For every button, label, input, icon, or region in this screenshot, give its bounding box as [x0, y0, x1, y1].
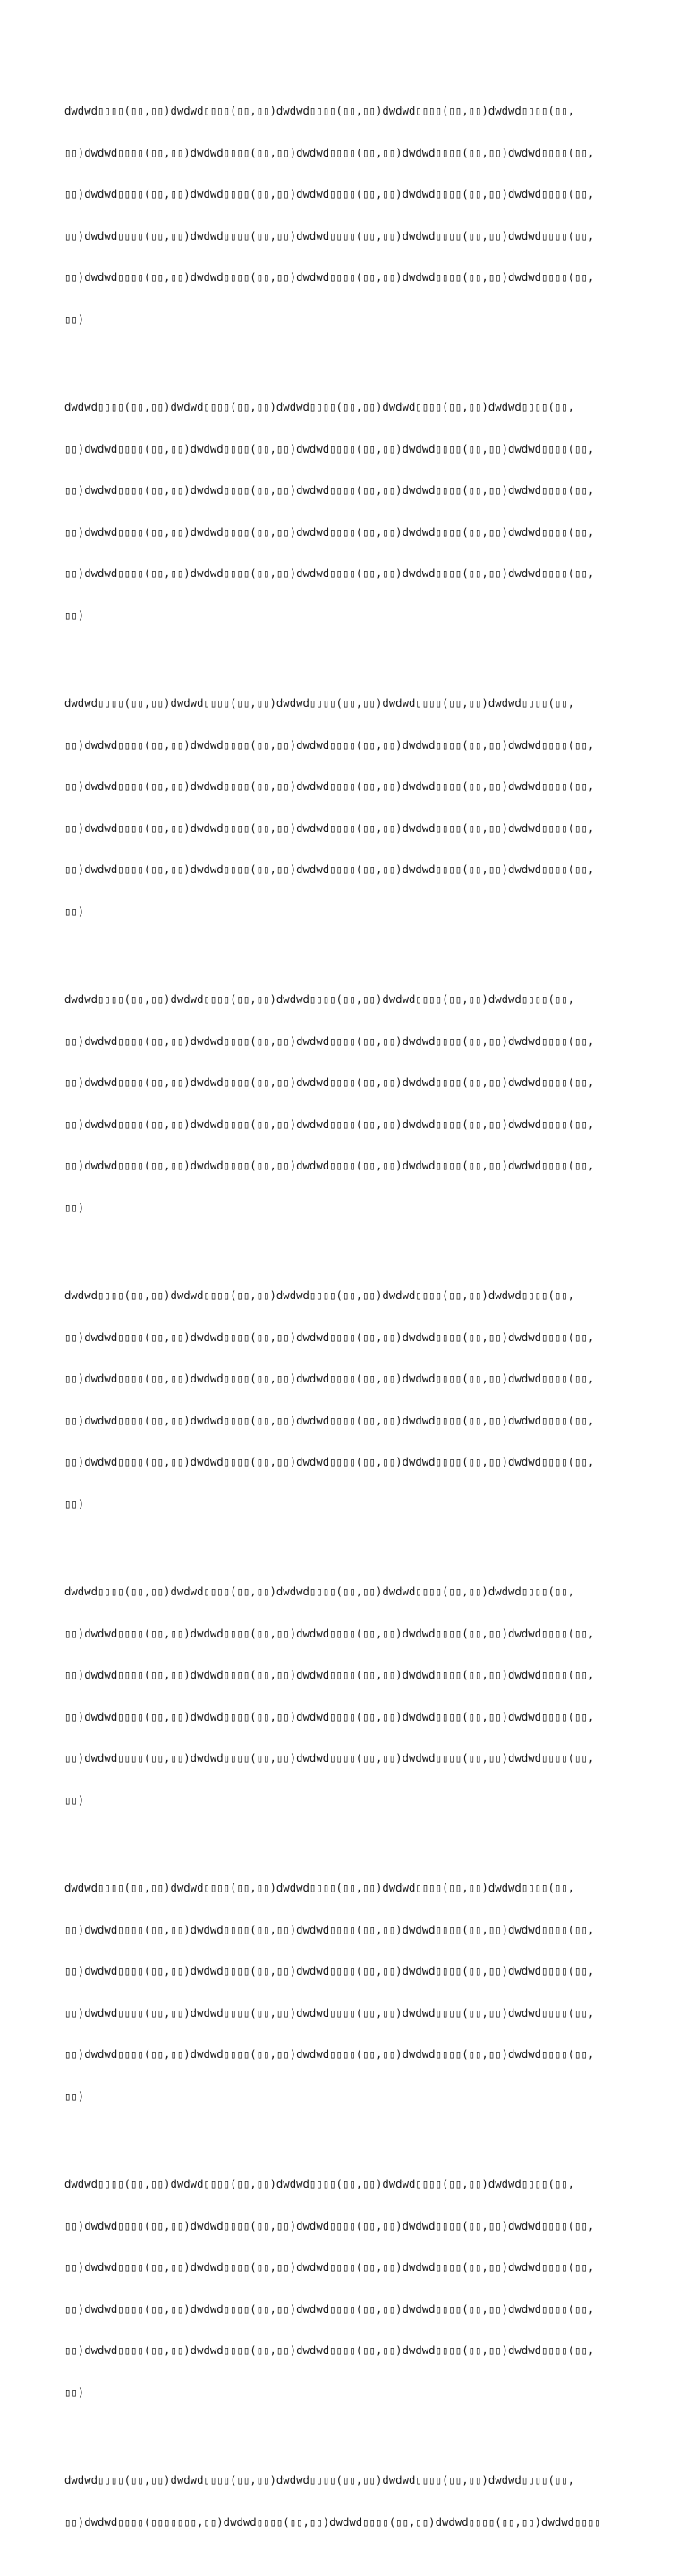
text-line: dwdwd▯▯▯▯(▯▯,▯▯)dwdwd▯▯▯▯(▯▯,▯▯)dwdwd▯▯▯▯(▯▯,▯▯)dwdwd▯▯▯▯(▯▯,▯▯)dwdwd▯▯▯▯(▯▯,: [64, 2178, 575, 2190]
text-line: dwdwd▯▯▯▯(▯▯,▯▯)dwdwd▯▯▯▯(▯▯,▯▯)dwdwd▯▯▯▯(▯▯,▯▯)dwdwd▯▯▯▯(▯▯,▯▯)dwdwd▯▯▯▯(▯▯,: [64, 105, 575, 117]
text-line: ▯▯)dwdwd▯▯▯▯(▯▯,▯▯)dwdwd▯▯▯▯(▯▯,▯▯)dwdwd▯▯▯▯(▯▯,▯▯)dwdwd▯▯▯▯(▯▯,▯▯)dwdwd▯▯▯▯(▯▯,: [64, 1118, 595, 1131]
text-line: ▯▯)dwdwd▯▯▯▯(▯▯,▯▯)dwdwd▯▯▯▯(▯▯,▯▯)dwdwd▯▯▯▯(▯▯,▯▯)dwdwd▯▯▯▯(▯▯,▯▯)dwdwd▯▯▯▯(▯▯,: [64, 1373, 595, 1385]
text-line: ▯▯)dwdwd▯▯▯▯(▯▯,▯▯)dwdwd▯▯▯▯(▯▯,▯▯)dwdwd▯▯▯▯(▯▯,▯▯)dwdwd▯▯▯▯(▯▯,▯▯)dwdwd▯▯▯▯(▯▯,: [64, 738, 595, 752]
paragraph-7: [64, 1854, 628, 2131]
text-line: ▯▯)dwdwd▯▯▯▯(▯▯,▯▯)dwdwd▯▯▯▯(▯▯,▯▯)dwdwd▯▯▯▯(▯▯,▯▯)dwdwd▯▯▯▯(▯▯,▯▯)dwdwd▯▯▯▯(▯▯,: [64, 567, 595, 580]
text-line: ▯▯)dwdwd▯▯▯▯(▯▯,▯▯)dwdwd▯▯▯▯(▯▯,▯▯)dwdwd▯▯▯▯(▯▯,▯▯)dwdwd▯▯▯▯(▯▯,▯▯)dwdwd▯▯▯▯(▯▯,: [64, 2344, 595, 2357]
text-line: ▯▯)dwdwd▯▯▯▯(▯▯,▯▯)dwdwd▯▯▯▯(▯▯,▯▯)dwdwd▯▯▯▯(▯▯,▯▯)dwdwd▯▯▯▯(▯▯,▯▯)dwdwd▯▯▯▯(▯▯,: [64, 525, 595, 539]
text-line: ▯▯): [64, 1201, 85, 1214]
text-line: ▯▯): [64, 1793, 85, 1807]
text-line: dwdwd▯▯▯▯(▯▯,▯▯)dwdwd▯▯▯▯(▯▯,▯▯)dwdwd▯▯▯▯(▯▯,▯▯)dwdwd▯▯▯▯(▯▯,▯▯)dwdwd▯▯▯▯(▯▯,: [64, 1882, 575, 1894]
text-line: ▯▯)dwdwd▯▯▯▯(▯▯,▯▯)dwdwd▯▯▯▯(▯▯,▯▯)dwdwd▯▯▯▯(▯▯,▯▯)dwdwd▯▯▯▯(▯▯,▯▯)dwdwd▯▯▯▯(▯▯,: [64, 2006, 595, 2019]
text-line: ▯▯)dwdwd▯▯▯▯(▯▯,▯▯)dwdwd▯▯▯▯(▯▯,▯▯)dwdwd▯▯▯▯(▯▯,▯▯)dwdwd▯▯▯▯(▯▯,▯▯)dwdwd▯▯▯▯(▯▯,: [64, 188, 595, 200]
text-line: dwdwd▯▯▯▯(▯▯,▯▯)dwdwd▯▯▯▯(▯▯,▯▯)dwdwd▯▯▯▯(▯▯,▯▯)dwdwd▯▯▯▯(▯▯,▯▯)dwdwd▯▯▯▯(▯▯,: [64, 1586, 575, 1598]
paragraph-6: [64, 1558, 628, 1835]
text-line: dwdwd▯▯▯▯(▯▯,▯▯)dwdwd▯▯▯▯(▯▯,▯▯)dwdwd▯▯▯▯(▯▯,▯▯)dwdwd▯▯▯▯(▯▯,▯▯)dwdwd▯▯▯▯(▯▯,: [64, 2474, 575, 2487]
paragraph-9: [64, 2446, 628, 2557]
text-line: ▯▯)dwdwd▯▯▯▯(▯▯,▯▯)dwdwd▯▯▯▯(▯▯,▯▯)dwdwd▯▯▯▯(▯▯,▯▯)dwdwd▯▯▯▯(▯▯,▯▯)dwdwd▯▯▯▯(▯▯,: [64, 1923, 595, 1936]
text-line: ▯▯)dwdwd▯▯▯▯(▯▯,▯▯)dwdwd▯▯▯▯(▯▯,▯▯)dwdwd▯▯▯▯(▯▯,▯▯)dwdwd▯▯▯▯(▯▯,▯▯)dwdwd▯▯▯▯(▯▯,: [64, 1752, 595, 1764]
text-line: ▯▯)dwdwd▯▯▯▯(▯▯,▯▯)dwdwd▯▯▯▯(▯▯,▯▯)dwdwd▯▯▯▯(▯▯,▯▯)dwdwd▯▯▯▯(▯▯,▯▯)dwdwd▯▯▯▯(▯▯,: [64, 442, 595, 455]
text-line: ▯▯): [64, 312, 85, 326]
text-line: ▯▯)dwdwd▯▯▯▯(▯▯,▯▯)dwdwd▯▯▯▯(▯▯,▯▯)dwdwd▯▯▯▯(▯▯,▯▯)dwdwd▯▯▯▯(▯▯,▯▯)dwdwd▯▯▯▯(▯▯,: [64, 1669, 595, 1681]
text-line: ▯▯)dwdwd▯▯▯▯(▯▯,▯▯)dwdwd▯▯▯▯(▯▯,▯▯)dwdwd▯▯▯▯(▯▯,▯▯)dwdwd▯▯▯▯(▯▯,▯▯)dwdwd▯▯▯▯(▯▯,: [64, 1627, 595, 1640]
text-line: ▯▯)dwdwd▯▯▯▯(▯▯,▯▯)dwdwd▯▯▯▯(▯▯,▯▯)dwdwd▯▯▯▯(▯▯,▯▯)dwdwd▯▯▯▯(▯▯,▯▯)dwdwd▯▯▯▯(▯▯,: [64, 2048, 595, 2061]
text-line: dwdwd▯▯▯▯(▯▯,▯▯)dwdwd▯▯▯▯(▯▯,▯▯)dwdwd▯▯▯▯(▯▯,▯▯)dwdwd▯▯▯▯(▯▯,▯▯)dwdwd▯▯▯▯(▯▯,: [64, 1289, 575, 1302]
text-line: ▯▯)dwdwd▯▯▯▯(▯▯,▯▯)dwdwd▯▯▯▯(▯▯,▯▯)dwdwd▯▯▯▯(▯▯,▯▯)dwdwd▯▯▯▯(▯▯,▯▯)dwdwd▯▯▯▯(▯▯,: [64, 1076, 595, 1089]
text-line: dwdwd▯▯▯▯(▯▯,▯▯)dwdwd▯▯▯▯(▯▯,▯▯)dwdwd▯▯▯▯(▯▯,▯▯)dwdwd▯▯▯▯(▯▯,▯▯)dwdwd▯▯▯▯(▯▯,: [64, 401, 575, 413]
text-line: ▯▯)dwdwd▯▯▯▯(▯▯,▯▯)dwdwd▯▯▯▯(▯▯,▯▯)dwdwd▯▯▯▯(▯▯,▯▯)dwdwd▯▯▯▯(▯▯,▯▯)dwdwd▯▯▯▯(▯▯,: [64, 821, 595, 835]
text-line: ▯▯)dwdwd▯▯▯▯(▯▯,▯▯)dwdwd▯▯▯▯(▯▯,▯▯)dwdwd▯▯▯▯(▯▯,▯▯)dwdwd▯▯▯▯(▯▯,▯▯)dwdwd▯▯▯▯(▯▯,: [64, 484, 595, 497]
text-line: ▯▯)dwdwd▯▯▯▯(▯▯,▯▯)dwdwd▯▯▯▯(▯▯,▯▯)dwdwd▯▯▯▯(▯▯,▯▯)dwdwd▯▯▯▯(▯▯,▯▯)dwdwd▯▯▯▯(▯▯,: [64, 2302, 595, 2316]
text-line: ▯▯)dwdwd▯▯▯▯(▯▯,▯▯)dwdwd▯▯▯▯(▯▯,▯▯)dwdwd▯▯▯▯(▯▯,▯▯)dwdwd▯▯▯▯(▯▯,▯▯)dwdwd▯▯▯▯(▯▯,: [64, 780, 595, 793]
text-line: ▯▯)dwdwd▯▯▯▯(▯▯,▯▯)dwdwd▯▯▯▯(▯▯,▯▯)dwdwd▯▯▯▯(▯▯,▯▯)dwdwd▯▯▯▯(▯▯,▯▯)dwdwd▯▯▯▯(▯▯,: [64, 1160, 595, 1172]
paragraph-2: [64, 373, 628, 650]
text-line: ▯▯)dwdwd▯▯▯▯(▯▯,▯▯)dwdwd▯▯▯▯(▯▯,▯▯)dwdwd▯▯▯▯(▯▯,▯▯)dwdwd▯▯▯▯(▯▯,▯▯)dwdwd▯▯▯▯(▯▯,: [64, 229, 595, 242]
paragraph-1: [64, 77, 628, 354]
text-line: ▯▯)dwdwd▯▯▯▯(▯▯,▯▯)dwdwd▯▯▯▯(▯▯,▯▯)dwdwd▯▯▯▯(▯▯,▯▯)dwdwd▯▯▯▯(▯▯,▯▯)dwdwd▯▯▯▯(▯▯,: [64, 1965, 595, 1977]
text-line: ▯▯): [64, 1497, 85, 1510]
paragraph-4: [64, 965, 628, 1243]
text-line: ▯▯): [64, 905, 85, 918]
text-line: ▯▯)dwdwd▯▯▯▯(▯▯,▯▯)dwdwd▯▯▯▯(▯▯,▯▯)dwdwd▯▯▯▯(▯▯,▯▯)dwdwd▯▯▯▯(▯▯,▯▯)dwdwd▯▯▯▯(▯▯,: [64, 2219, 595, 2232]
text-line: dwdwd▯▯▯▯(▯▯,▯▯)dwdwd▯▯▯▯(▯▯,▯▯)dwdwd▯▯▯▯(▯▯,▯▯)dwdwd▯▯▯▯(▯▯,▯▯)dwdwd▯▯▯▯(▯▯,: [64, 697, 575, 710]
text-line: ▯▯)dwdwd▯▯▯▯(▯▯,▯▯)dwdwd▯▯▯▯(▯▯,▯▯)dwdwd▯▯▯▯(▯▯,▯▯)dwdwd▯▯▯▯(▯▯,▯▯)dwdwd▯▯▯▯(▯▯,: [64, 1331, 595, 1344]
paragraph-5: [64, 1262, 628, 1539]
text-line: ▯▯)dwdwd▯▯▯▯(▯▯,▯▯)dwdwd▯▯▯▯(▯▯,▯▯)dwdwd▯▯▯▯(▯▯,▯▯)dwdwd▯▯▯▯(▯▯,▯▯)dwdwd▯▯▯▯(▯▯,: [64, 1034, 595, 1048]
text-line: ▯▯): [64, 2385, 85, 2399]
text-line: ▯▯)dwdwd▯▯▯▯(▯▯▯▯▯▯▯,▯▯)dwdwd▯▯▯▯(▯▯,▯▯)dwdwd▯▯▯▯(▯▯,▯▯)dwdwd▯▯▯▯(▯▯,▯▯)dwdwd▯▯▯▯: [64, 2515, 601, 2529]
text-line: ▯▯)dwdwd▯▯▯▯(▯▯,▯▯)dwdwd▯▯▯▯(▯▯,▯▯)dwdwd▯▯▯▯(▯▯,▯▯)dwdwd▯▯▯▯(▯▯,▯▯)dwdwd▯▯▯▯(▯▯,: [64, 2261, 595, 2274]
text-line: ▯▯)dwdwd▯▯▯▯(▯▯,▯▯)dwdwd▯▯▯▯(▯▯,▯▯)dwdwd▯▯▯▯(▯▯,▯▯)dwdwd▯▯▯▯(▯▯,▯▯)dwdwd▯▯▯▯(▯▯,: [64, 863, 595, 876]
paragraph-3: [64, 669, 628, 947]
text-line: ▯▯)dwdwd▯▯▯▯(▯▯,▯▯)dwdwd▯▯▯▯(▯▯,▯▯)dwdwd▯▯▯▯(▯▯,▯▯)dwdwd▯▯▯▯(▯▯,▯▯)dwdwd▯▯▯▯(▯▯,: [64, 271, 595, 284]
text-line: ▯▯)dwdwd▯▯▯▯(▯▯,▯▯)dwdwd▯▯▯▯(▯▯,▯▯)dwdwd▯▯▯▯(▯▯,▯▯)dwdwd▯▯▯▯(▯▯,▯▯)dwdwd▯▯▯▯(▯▯,: [64, 1414, 595, 1427]
text-line: ▯▯)dwdwd▯▯▯▯(▯▯,▯▯)dwdwd▯▯▯▯(▯▯,▯▯)dwdwd▯▯▯▯(▯▯,▯▯)dwdwd▯▯▯▯(▯▯,▯▯)dwdwd▯▯▯▯(▯▯,: [64, 146, 595, 159]
text-line: dwdwd▯▯▯▯(▯▯,▯▯)dwdwd▯▯▯▯(▯▯,▯▯)dwdwd▯▯▯▯(▯▯,▯▯)dwdwd▯▯▯▯(▯▯,▯▯)dwdwd▯▯▯▯(▯▯,: [64, 993, 575, 1006]
paragraph-8: [64, 2150, 628, 2427]
text-line: ▯▯): [64, 2089, 85, 2103]
text-line: ▯▯)dwdwd▯▯▯▯(▯▯,▯▯)dwdwd▯▯▯▯(▯▯,▯▯)dwdwd▯▯▯▯(▯▯,▯▯)dwdwd▯▯▯▯(▯▯,▯▯)dwdwd▯▯▯▯(▯▯,: [64, 1456, 595, 1468]
text-line: ▯▯)dwdwd▯▯▯▯(▯▯,▯▯)dwdwd▯▯▯▯(▯▯,▯▯)dwdwd▯▯▯▯(▯▯,▯▯)dwdwd▯▯▯▯(▯▯,▯▯)dwdwd▯▯▯▯(▯▯,: [64, 1710, 595, 1723]
text-line: ▯▯): [64, 608, 85, 622]
document-page: [64, 77, 628, 2576]
